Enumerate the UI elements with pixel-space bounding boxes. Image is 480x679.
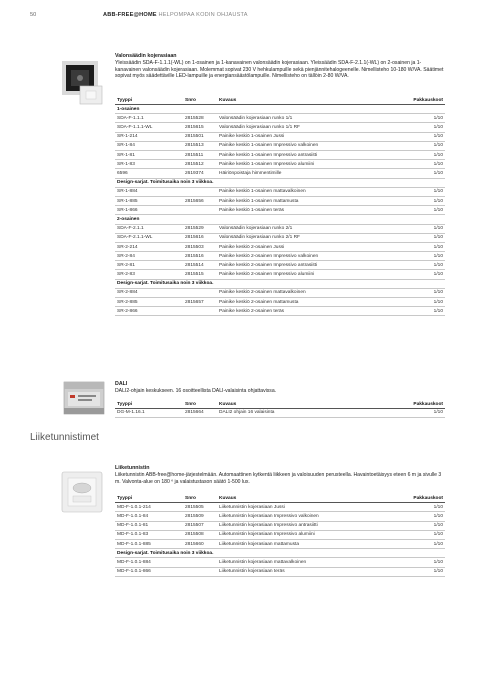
- cell-description: Valonsäädin kojerasiaan runko 2/1 RF: [217, 233, 405, 242]
- cell-description: Painike keskiö 1-osainen mattavalkoinen: [217, 187, 405, 196]
- table-row: [115, 132, 445, 141]
- cell-snro: [183, 567, 217, 576]
- cell-pack: 1/10: [405, 567, 445, 576]
- dimmer-description: Yleissäädin SDA-F-1.1.1(-WL) on 1-osainen ja 1-kanavainen valonsäädin kojerasiaan. Yleissäädin SDA-F-2.1.1(-WL) on 2-osainen ja 1-kanavainen valonsäädin kojerasiaan. Molemmat sopivat 230 V hehkulampuille sekä pienjännitehalogeenelle. Nimellisteho 10-180 W/VA. Säätimet sopivat myös säädettäville LED-lampuille ja energiansäästölampuille. Nimellisteho on tällöin 2-80 W/VA.: [115, 60, 444, 80]
- cell-type: SDA-F-1.1.1-WL: [115, 123, 183, 132]
- cell-type: DG-M-1.16.1: [115, 408, 183, 417]
- cell-type: SR-2-83: [115, 270, 183, 279]
- dali-section: [115, 381, 445, 418]
- cell-snro: 2815503: [183, 242, 217, 251]
- cell-pack: 1/10: [405, 530, 445, 539]
- cell-snro: [183, 558, 217, 567]
- col-header-description: Kuvaus: [217, 401, 405, 409]
- cell-pack: 1/10: [405, 123, 445, 132]
- col-header-snro: Snro: [183, 401, 217, 409]
- table-row: [115, 512, 445, 521]
- col-header-description: Kuvaus: [217, 495, 405, 503]
- cell-type: SR-1-81: [115, 151, 183, 160]
- cell-pack: 1/10: [405, 151, 445, 160]
- dali-product-image: [60, 378, 108, 418]
- dimmer-title: Valonsäädin kojerasiaan: [115, 53, 177, 59]
- table-row: [115, 141, 445, 150]
- header-subtitle: HELPOMPAA KODIN OHJAUSTA: [158, 12, 248, 18]
- cell-type: SDA-F-1.1.1: [115, 114, 183, 123]
- cell-pack: 1/10: [405, 521, 445, 530]
- cell-snro: 2815508: [183, 530, 217, 539]
- cell-description: Liiketunnistin kojerasiaan Impressivo antrasiitti: [217, 521, 405, 530]
- col-header-type: Tyyppi: [115, 401, 183, 409]
- table-row: [115, 567, 445, 576]
- dimmer-product-image: [58, 53, 106, 105]
- cell-type: MD-F-1.0.1-214: [115, 503, 183, 512]
- cell-type: SR-1-214: [115, 132, 183, 141]
- cell-snro: 2815660: [183, 540, 217, 549]
- cell-pack: 1/10: [405, 408, 445, 417]
- table-subheading: 2-osainen: [115, 215, 445, 224]
- cell-snro: 2815501: [183, 132, 217, 141]
- table-subheading-row: [115, 549, 445, 558]
- table-row: [115, 261, 445, 270]
- cell-description: Liiketunnistin kojerasiaan mattavalkoinen: [217, 558, 405, 567]
- cell-pack: 1/10: [405, 196, 445, 205]
- cell-description: Painike keskiö 1-osainen teräs: [217, 206, 405, 215]
- cell-type: SR-2-884: [115, 288, 183, 297]
- table-row: [115, 540, 445, 549]
- table-row: [115, 123, 445, 132]
- cell-description: Painike keskiö 1-osainen Jussi: [217, 132, 405, 141]
- cell-description: Liiketunnistin kojerasiaan mattamusta: [217, 540, 405, 549]
- cell-snro: 2815516: [183, 252, 217, 261]
- cell-description: Painike keskiö 2-osainen teräs: [217, 307, 405, 316]
- table-header-row: [115, 401, 445, 409]
- cell-snro: 2815615: [183, 123, 217, 132]
- cell-type: MD-F-1.0.1-885: [115, 540, 183, 549]
- cell-type: SDA-F-2.1.1: [115, 224, 183, 233]
- cell-snro: 2619374: [183, 169, 217, 178]
- col-header-type: Tyyppi: [115, 97, 183, 105]
- table-row: [115, 160, 445, 169]
- cell-type: MD-F-1.0.1-884: [115, 558, 183, 567]
- cell-type: SR-1-866: [115, 206, 183, 215]
- col-header-snro: Snro: [183, 97, 217, 105]
- table-row: [115, 206, 445, 215]
- cell-snro: 2815529: [183, 224, 217, 233]
- cell-snro: 2815511: [183, 151, 217, 160]
- cell-description: Painike keskiö 2-osainen Impressivo antrasiitti: [217, 261, 405, 270]
- cell-pack: 1/10: [405, 187, 445, 196]
- cell-snro: 2815657: [183, 298, 217, 307]
- table-row: [115, 151, 445, 160]
- cell-type: SR-2-84: [115, 252, 183, 261]
- cell-description: Painike keskiö 1-osainen Impressivo antrasiitti: [217, 151, 405, 160]
- table-subheading: Design-sarjat. Toimitusaika noin 3 viikkoa.: [115, 178, 445, 187]
- table-subheading: Design-sarjat. Toimitusaika noin 3 viikkoa.: [115, 279, 445, 288]
- dimmer-table-body: [115, 105, 445, 316]
- cell-snro: [183, 206, 217, 215]
- col-header-snro: Snro: [183, 495, 217, 503]
- cell-pack: 1/10: [405, 160, 445, 169]
- cell-type: MD-F-1.0.1-866: [115, 567, 183, 576]
- cell-type: 6596: [115, 169, 183, 178]
- cell-pack: 1/10: [405, 169, 445, 178]
- side-heading: Liiketunnistimet: [30, 432, 99, 443]
- cell-pack: 1/10: [405, 558, 445, 567]
- table-row: [115, 196, 445, 205]
- motion-sensor-image: [58, 468, 106, 518]
- motion-table-body: [115, 503, 445, 577]
- brand-name: ABB-FREE@HOME: [103, 12, 157, 18]
- cell-description: Liiketunnistin kojerasiaan Jussi: [217, 503, 405, 512]
- table-header-row: [115, 97, 445, 105]
- table-subheading-row: [115, 279, 445, 288]
- cell-type: SDA-F-2.1.1-WL: [115, 233, 183, 242]
- cell-snro: 2815512: [183, 160, 217, 169]
- table-header-row: [115, 495, 445, 503]
- cell-description: Valonsäädin kojerasiaan runko 1/1 RF: [217, 123, 405, 132]
- cell-pack: 1/10: [405, 512, 445, 521]
- cell-snro: 2815528: [183, 114, 217, 123]
- dali-title: DALI: [115, 381, 128, 387]
- cell-type: SR-1-83: [115, 160, 183, 169]
- cell-type: SR-1-884: [115, 187, 183, 196]
- cell-description: Painike keskiö 2-osainen Impressivo alumiini: [217, 270, 405, 279]
- cell-description: Painike keskiö 2-osainen mattamusta: [217, 298, 405, 307]
- cell-pack: 1/10: [405, 503, 445, 512]
- cell-description: Liiketunnistin kojerasiaan teräs: [217, 567, 405, 576]
- cell-snro: 2815513: [183, 141, 217, 150]
- cell-pack: 1/10: [405, 233, 445, 242]
- col-header-description: Kuvaus: [217, 97, 405, 105]
- cell-pack: 1/10: [405, 288, 445, 297]
- motion-title: Liiketunnistin: [115, 465, 150, 471]
- motion-description: Liiketunnistin ABB-free@home-järjestelmään. Automaattinen kytkentä liikkeen ja valoisuuden perusteella. Havaintoetäisyys eteen 6 m ja sivulle 3 m. Valvonta-alue on 180 º ja valaistustason säätö 1-500 lux.: [115, 472, 442, 485]
- table-subheading-row: [115, 215, 445, 224]
- motion-table: [115, 495, 445, 577]
- cell-description: Painike keskiö 1-osainen Impressivo alumiini: [217, 160, 405, 169]
- cell-description: Painike keskiö 2-osainen Impressivo valkoinen: [217, 252, 405, 261]
- table-row: [115, 187, 445, 196]
- cell-description: DALI2 ohjain 16 valaisinta: [217, 408, 405, 417]
- cell-snro: [183, 187, 217, 196]
- table-subheading-row: [115, 105, 445, 114]
- cell-description: Valonsäädin kojerasiaan runko 1/1: [217, 114, 405, 123]
- cell-snro: [183, 288, 217, 297]
- table-row: [115, 530, 445, 539]
- cell-type: MD-F-1.0.1-83: [115, 530, 183, 539]
- dimmer-table: [115, 97, 445, 316]
- col-header-pack: Pakkauskoot: [405, 97, 445, 105]
- col-header-type: Tyyppi: [115, 495, 183, 503]
- table-subheading: Design-sarjat. Toimitusaika noin 3 viikkoa.: [115, 549, 445, 558]
- header-title: [103, 12, 248, 18]
- table-row: [115, 114, 445, 123]
- cell-type: SR-2-866: [115, 307, 183, 316]
- cell-pack: 1/10: [405, 261, 445, 270]
- cell-type: MD-F-1.0.1-81: [115, 521, 183, 530]
- table-row: [115, 307, 445, 316]
- cell-snro: 2815515: [183, 270, 217, 279]
- table-subheading-row: [115, 178, 445, 187]
- table-row: [115, 252, 445, 261]
- motion-section: [115, 465, 445, 577]
- col-header-pack: Pakkauskoot: [405, 401, 445, 409]
- dali-description: DALI2-ohjain keskukseen. 16 osoitteellista DALI-valaisinta ohjattavissa.: [115, 388, 277, 394]
- cell-description: Painike keskiö 2-osainen Jussi: [217, 242, 405, 251]
- table-row: [115, 521, 445, 530]
- cell-description: Painike keskiö 1-osainen mattamusta: [217, 196, 405, 205]
- cell-pack: 1/10: [405, 206, 445, 215]
- cell-description: Painike keskiö 1-osainen Impressivo valkoinen: [217, 141, 405, 150]
- cell-description: Liiketunnistin kojerasiaan Impressivo alumiini: [217, 530, 405, 539]
- cell-pack: 1/10: [405, 114, 445, 123]
- cell-snro: 2815507: [183, 521, 217, 530]
- cell-snro: [183, 307, 217, 316]
- table-row: [115, 169, 445, 178]
- cell-pack: 1/10: [405, 141, 445, 150]
- cell-pack: 1/10: [405, 307, 445, 316]
- cell-description: Häiriönpoistaja himmentimille: [217, 169, 405, 178]
- cell-type: SR-2-81: [115, 261, 183, 270]
- dimmer-section: [115, 53, 445, 316]
- cell-type: SR-2-885: [115, 298, 183, 307]
- table-subheading: 1-osainen: [115, 105, 445, 114]
- cell-pack: 1/10: [405, 298, 445, 307]
- cell-snro: 2815509: [183, 512, 217, 521]
- cell-pack: 1/10: [405, 540, 445, 549]
- cell-pack: 1/10: [405, 252, 445, 261]
- cell-type: SR-1-84: [115, 141, 183, 150]
- cell-pack: 1/10: [405, 242, 445, 251]
- cell-pack: 1/10: [405, 270, 445, 279]
- table-row: [115, 224, 445, 233]
- cell-snro: 2815656: [183, 196, 217, 205]
- cell-type: SR-1-885: [115, 196, 183, 205]
- page-header: [30, 12, 450, 24]
- cell-description: Valonsäädin kojerasiaan runko 2/1: [217, 224, 405, 233]
- table-row: [115, 558, 445, 567]
- cell-type: SR-2-214: [115, 242, 183, 251]
- cell-snro: 2815514: [183, 261, 217, 270]
- table-row: [115, 233, 445, 242]
- table-row: [115, 288, 445, 297]
- cell-description: Painike keskiö 2-osainen mattavalkoinen: [217, 288, 405, 297]
- cell-pack: 1/10: [405, 224, 445, 233]
- dali-table: [115, 401, 445, 418]
- table-row: [115, 298, 445, 307]
- col-header-pack: Pakkauskoot: [405, 495, 445, 503]
- cell-pack: 1/10: [405, 132, 445, 141]
- cell-snro: 2815616: [183, 233, 217, 242]
- table-row: [115, 242, 445, 251]
- table-row: [115, 503, 445, 512]
- table-row: [115, 270, 445, 279]
- dali-table-body: [115, 408, 445, 417]
- page-number: 50: [30, 12, 37, 18]
- cell-type: MD-F-1.0.1-84: [115, 512, 183, 521]
- table-row: [115, 408, 445, 417]
- cell-snro: 2815505: [183, 503, 217, 512]
- cell-description: Liiketunnistin kojerasiaan Impressivo valkoinen: [217, 512, 405, 521]
- cell-snro: 2815664: [183, 408, 217, 417]
